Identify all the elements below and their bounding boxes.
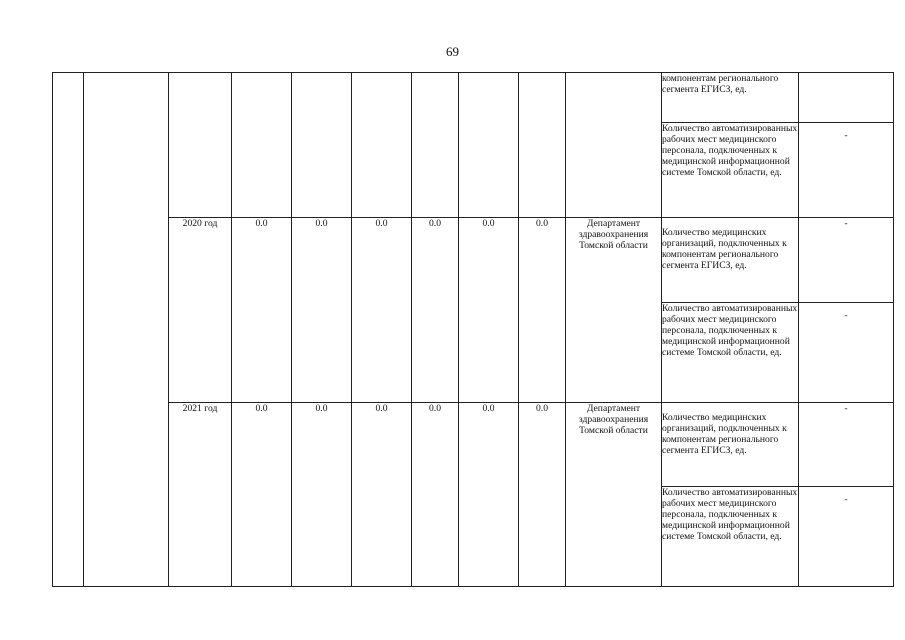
table-row (53, 218, 894, 303)
cell-year: 2020 год (169, 218, 232, 403)
indicator-cell: Количество автоматизированных рабочих мест медицинского персонала, подключенных к медицинской информационной системе Томской области, ед. (662, 123, 799, 218)
cell-amount: 0.0 (412, 218, 459, 403)
indicator-value: - (799, 487, 894, 587)
cell-amount (519, 73, 566, 218)
indicator-cell: компонентам регионального сегмента ЕГИСЗ, ед. (662, 73, 799, 123)
cell-amount: 0.0 (519, 403, 566, 587)
indicator-value: - (799, 218, 894, 303)
cell-amount (459, 73, 519, 218)
cell-amount: 0.0 (232, 218, 292, 403)
indicator-cell: Количество автоматизированных рабочих мест медицинского персонала, подключенных к медицинской информационной системе Томской области, ед. (662, 303, 799, 403)
indicator-value: - (799, 123, 894, 218)
cell-index (53, 73, 84, 587)
cell-amount: 0.0 (519, 218, 566, 403)
table-row (53, 403, 894, 487)
page-number: 69 (446, 44, 459, 59)
cell-amount: 0.0 (352, 218, 412, 403)
cell-amount (352, 73, 412, 218)
cell-amount: 0.0 (232, 403, 292, 587)
indicator-cell: Количество автоматизированных рабочих мест медицинского персонала, подключенных к медицинской информационной системе Томской области, ед. (662, 487, 799, 587)
cell-amount: 0.0 (292, 218, 352, 403)
program-table (52, 72, 894, 587)
indicator-cell: Количество медицинских организаций, подключенных к компонентам регионального сегмента ЕГИСЗ, ед. (662, 403, 799, 487)
cell-amount: 0.0 (459, 403, 519, 587)
cell-amount: 0.0 (412, 403, 459, 587)
table-row (53, 73, 894, 123)
indicator-value: - (799, 303, 894, 403)
cell-amount (412, 73, 459, 218)
cell-amount (292, 73, 352, 218)
indicator-cell: Количество медицинских организаций, подключенных к компонентам регионального сегмента ЕГИСЗ, ед. (662, 218, 799, 303)
cell-executor: Департамент здравоохранения Томской области (566, 403, 662, 587)
cell-measure-name (84, 73, 169, 587)
cell-executor (566, 73, 662, 218)
cell-amount (232, 73, 292, 218)
cell-amount: 0.0 (292, 403, 352, 587)
cell-year: 2021 год (169, 403, 232, 587)
indicator-value (799, 73, 894, 123)
cell-executor: Департамент здравоохранения Томской области (566, 218, 662, 403)
cell-year (169, 73, 232, 218)
cell-amount: 0.0 (352, 403, 412, 587)
cell-amount: 0.0 (459, 218, 519, 403)
indicator-value: - (799, 403, 894, 487)
